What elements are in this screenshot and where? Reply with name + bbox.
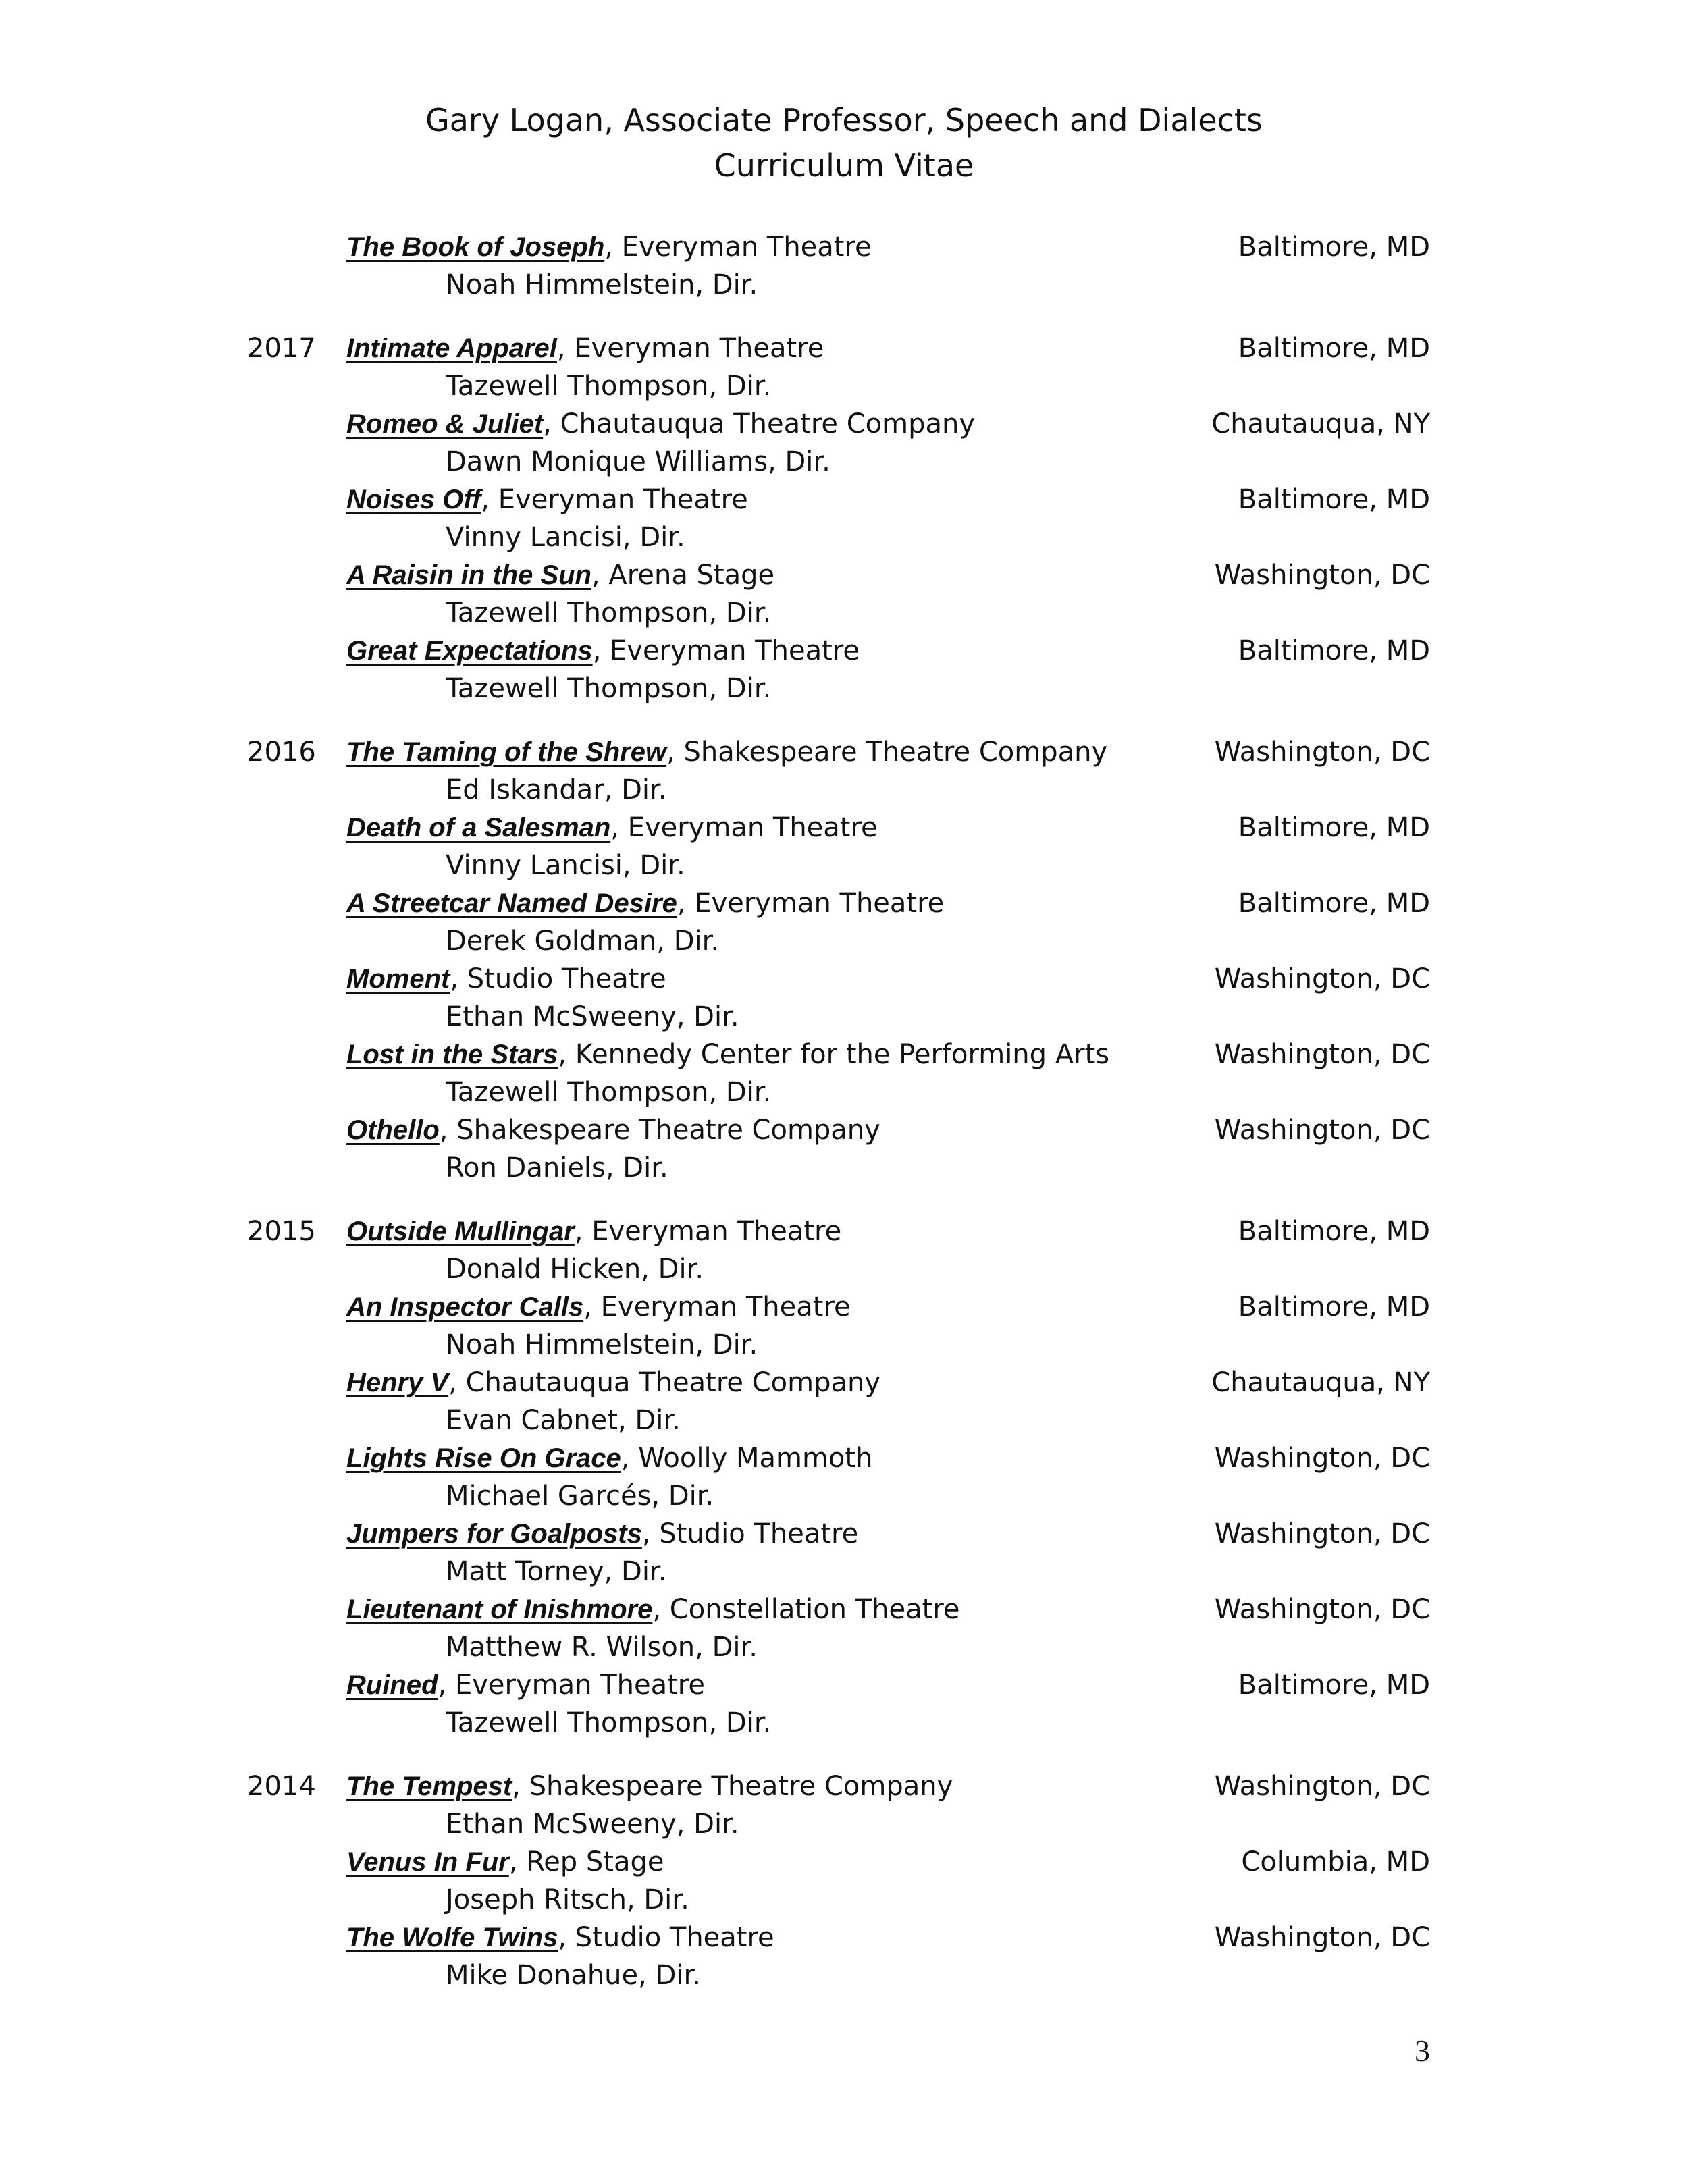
production-line [346, 1364, 1224, 1402]
production-title: A Raisin in the Sun [346, 560, 591, 590]
production-director: Mike Donahue, Dir. [446, 1960, 701, 1991]
production-director: Ron Daniels, Dir. [446, 1152, 668, 1183]
production-line [346, 1439, 1224, 1477]
production-director: Ethan McSweeny, Dir. [446, 1001, 739, 1032]
production-venue: , Chautauqua Theatre Company [448, 1367, 881, 1398]
production-director: Tazewell Thompson, Dir. [446, 673, 772, 704]
production-venue: , Everyman Theatre [556, 333, 824, 364]
production-line [346, 1111, 1224, 1149]
header-title: Gary Logan, Associate Professor, Speech and Dialects [425, 102, 1263, 138]
production-location: Baltimore, MD [1238, 232, 1430, 263]
production-location: Washington, DC [1214, 1518, 1430, 1549]
header-subtitle: Curriculum Vitae [714, 147, 974, 184]
production-location: Baltimore, MD [1238, 1216, 1430, 1247]
production-line [346, 1213, 1224, 1250]
production-title: A Streetcar Named Desire [346, 888, 677, 918]
production-location: Washington, DC [1214, 1594, 1430, 1625]
production-venue: , Everyman Theatre [574, 1216, 842, 1247]
production-title: Henry V [346, 1368, 449, 1397]
production-title: Great Expectations [346, 636, 593, 666]
production-venue: , Everyman Theatre [604, 232, 872, 263]
production-line [346, 960, 1224, 998]
production-director: Evan Cabnet, Dir. [446, 1405, 681, 1436]
production-venue: , Everyman Theatre [592, 635, 860, 666]
production-venue: , Studio Theatre [641, 1518, 859, 1549]
production-line [346, 809, 1224, 847]
production-director: Derek Goldman, Dir. [446, 926, 720, 957]
production-director: Michael Garcés, Dir. [446, 1481, 714, 1512]
production-line [346, 329, 1224, 367]
production-venue: , Studio Theatre [558, 1922, 774, 1953]
production-venue: , Everyman Theatre [481, 484, 748, 515]
production-director: Tazewell Thompson, Dir. [446, 1707, 772, 1738]
production-director: Tazewell Thompson, Dir. [446, 1077, 772, 1108]
production-location: Baltimore, MD [1238, 1670, 1430, 1701]
year-label: 2015 [247, 1216, 316, 1247]
production-director: Dawn Monique Williams, Dir. [446, 446, 830, 477]
production-line [346, 405, 1224, 443]
production-title: The Taming of the Shrew [346, 737, 667, 767]
production-line [346, 1036, 1224, 1073]
production-title: Lights Rise On Grace [346, 1443, 621, 1473]
production-location: Baltimore, MD [1238, 1291, 1430, 1323]
production-line [346, 556, 1224, 594]
production-venue: , Woolly Mammoth [621, 1443, 873, 1474]
production-title: Ruined [346, 1670, 438, 1700]
production-location: Baltimore, MD [1238, 812, 1430, 843]
production-title: Lost in the Stars [346, 1040, 558, 1069]
production-venue: , Studio Theatre [450, 963, 666, 994]
production-line [346, 1591, 1224, 1628]
production-venue: , Shakespeare Theatre Company [439, 1115, 880, 1146]
production-title: The Book of Joseph [346, 232, 605, 262]
production-title: Romeo & Juliet [346, 409, 544, 439]
production-venue: , Shakespeare Theatre Company [512, 1771, 953, 1802]
production-venue: , Shakespeare Theatre Company [666, 737, 1108, 768]
production-venue: , Everyman Theatre [438, 1670, 705, 1701]
production-venue: , Constellation Theatre [652, 1594, 960, 1625]
production-venue: , Chautauqua Theatre Company [543, 408, 976, 440]
year-label: 2017 [247, 333, 316, 364]
production-director: Tazewell Thompson, Dir. [446, 371, 772, 402]
production-venue: , Kennedy Center for the Performing Arts [558, 1039, 1110, 1070]
production-location: Baltimore, MD [1238, 635, 1430, 666]
production-director: Tazewell Thompson, Dir. [446, 597, 772, 629]
production-title: Death of a Salesman [346, 813, 611, 843]
production-director: Noah Himmelstein, Dir. [446, 1329, 758, 1360]
production-location: Chautauqua, NY [1211, 408, 1430, 440]
production-title: An Inspector Calls [346, 1292, 584, 1322]
production-line [346, 1515, 1224, 1553]
production-director: Noah Himmelstein, Dir. [446, 269, 758, 300]
production-title: The Wolfe Twins [346, 1923, 558, 1952]
production-location: Washington, DC [1214, 560, 1430, 591]
production-director: Vinny Lancisi, Dir. [446, 522, 685, 553]
production-line [346, 228, 1224, 266]
production-line [346, 884, 1224, 922]
production-line [346, 1767, 1224, 1805]
production-line [346, 1666, 1224, 1704]
production-venue: , Everyman Theatre [610, 812, 878, 843]
production-title: Outside Mullingar [346, 1217, 575, 1246]
production-title: Venus In Fur [346, 1847, 509, 1877]
production-title: Noises Off [346, 485, 481, 514]
production-title: Moment [346, 964, 450, 994]
production-title: The Tempest [346, 1772, 512, 1801]
production-venue: , Arena Stage [591, 560, 775, 591]
production-venue: , Rep Stage [508, 1846, 664, 1877]
production-location: Washington, DC [1214, 1115, 1430, 1146]
production-location: Baltimore, MD [1238, 484, 1430, 515]
production-location: Columbia, MD [1241, 1846, 1430, 1877]
production-title: Othello [346, 1115, 440, 1145]
production-title: Lieutenant of Inishmore [346, 1595, 653, 1624]
production-director: Matthew R. Wilson, Dir. [446, 1632, 758, 1663]
production-director: Ed Iskandar, Dir. [446, 774, 667, 805]
production-title: Intimate Apparel [346, 334, 557, 363]
production-location: Washington, DC [1214, 737, 1430, 768]
production-director: Matt Torney, Dir. [446, 1556, 667, 1587]
production-location: Baltimore, MD [1238, 888, 1430, 919]
production-director: Ethan McSweeny, Dir. [446, 1809, 739, 1840]
production-venue: , Everyman Theatre [583, 1291, 851, 1323]
production-director: Joseph Ritsch, Dir. [446, 1884, 689, 1915]
year-label: 2014 [247, 1771, 316, 1802]
production-location: Baltimore, MD [1238, 333, 1430, 364]
production-location: Chautauqua, NY [1211, 1367, 1430, 1398]
production-line [346, 481, 1224, 518]
production-director: Donald Hicken, Dir. [446, 1254, 704, 1285]
page-number: 3 [1415, 2033, 1430, 2068]
production-line [346, 733, 1224, 771]
year-label: 2016 [247, 737, 316, 768]
production-line [346, 1919, 1224, 1956]
production-location: Washington, DC [1214, 1039, 1430, 1070]
production-venue: , Everyman Theatre [677, 888, 945, 919]
production-location: Washington, DC [1214, 1443, 1430, 1474]
production-title: Jumpers for Goalposts [346, 1519, 642, 1549]
production-line [346, 1288, 1224, 1326]
production-line [346, 632, 1224, 670]
production-director: Vinny Lancisi, Dir. [446, 850, 685, 881]
production-line [346, 1843, 1224, 1881]
production-location: Washington, DC [1214, 1922, 1430, 1953]
production-location: Washington, DC [1214, 963, 1430, 994]
production-location: Washington, DC [1214, 1771, 1430, 1802]
